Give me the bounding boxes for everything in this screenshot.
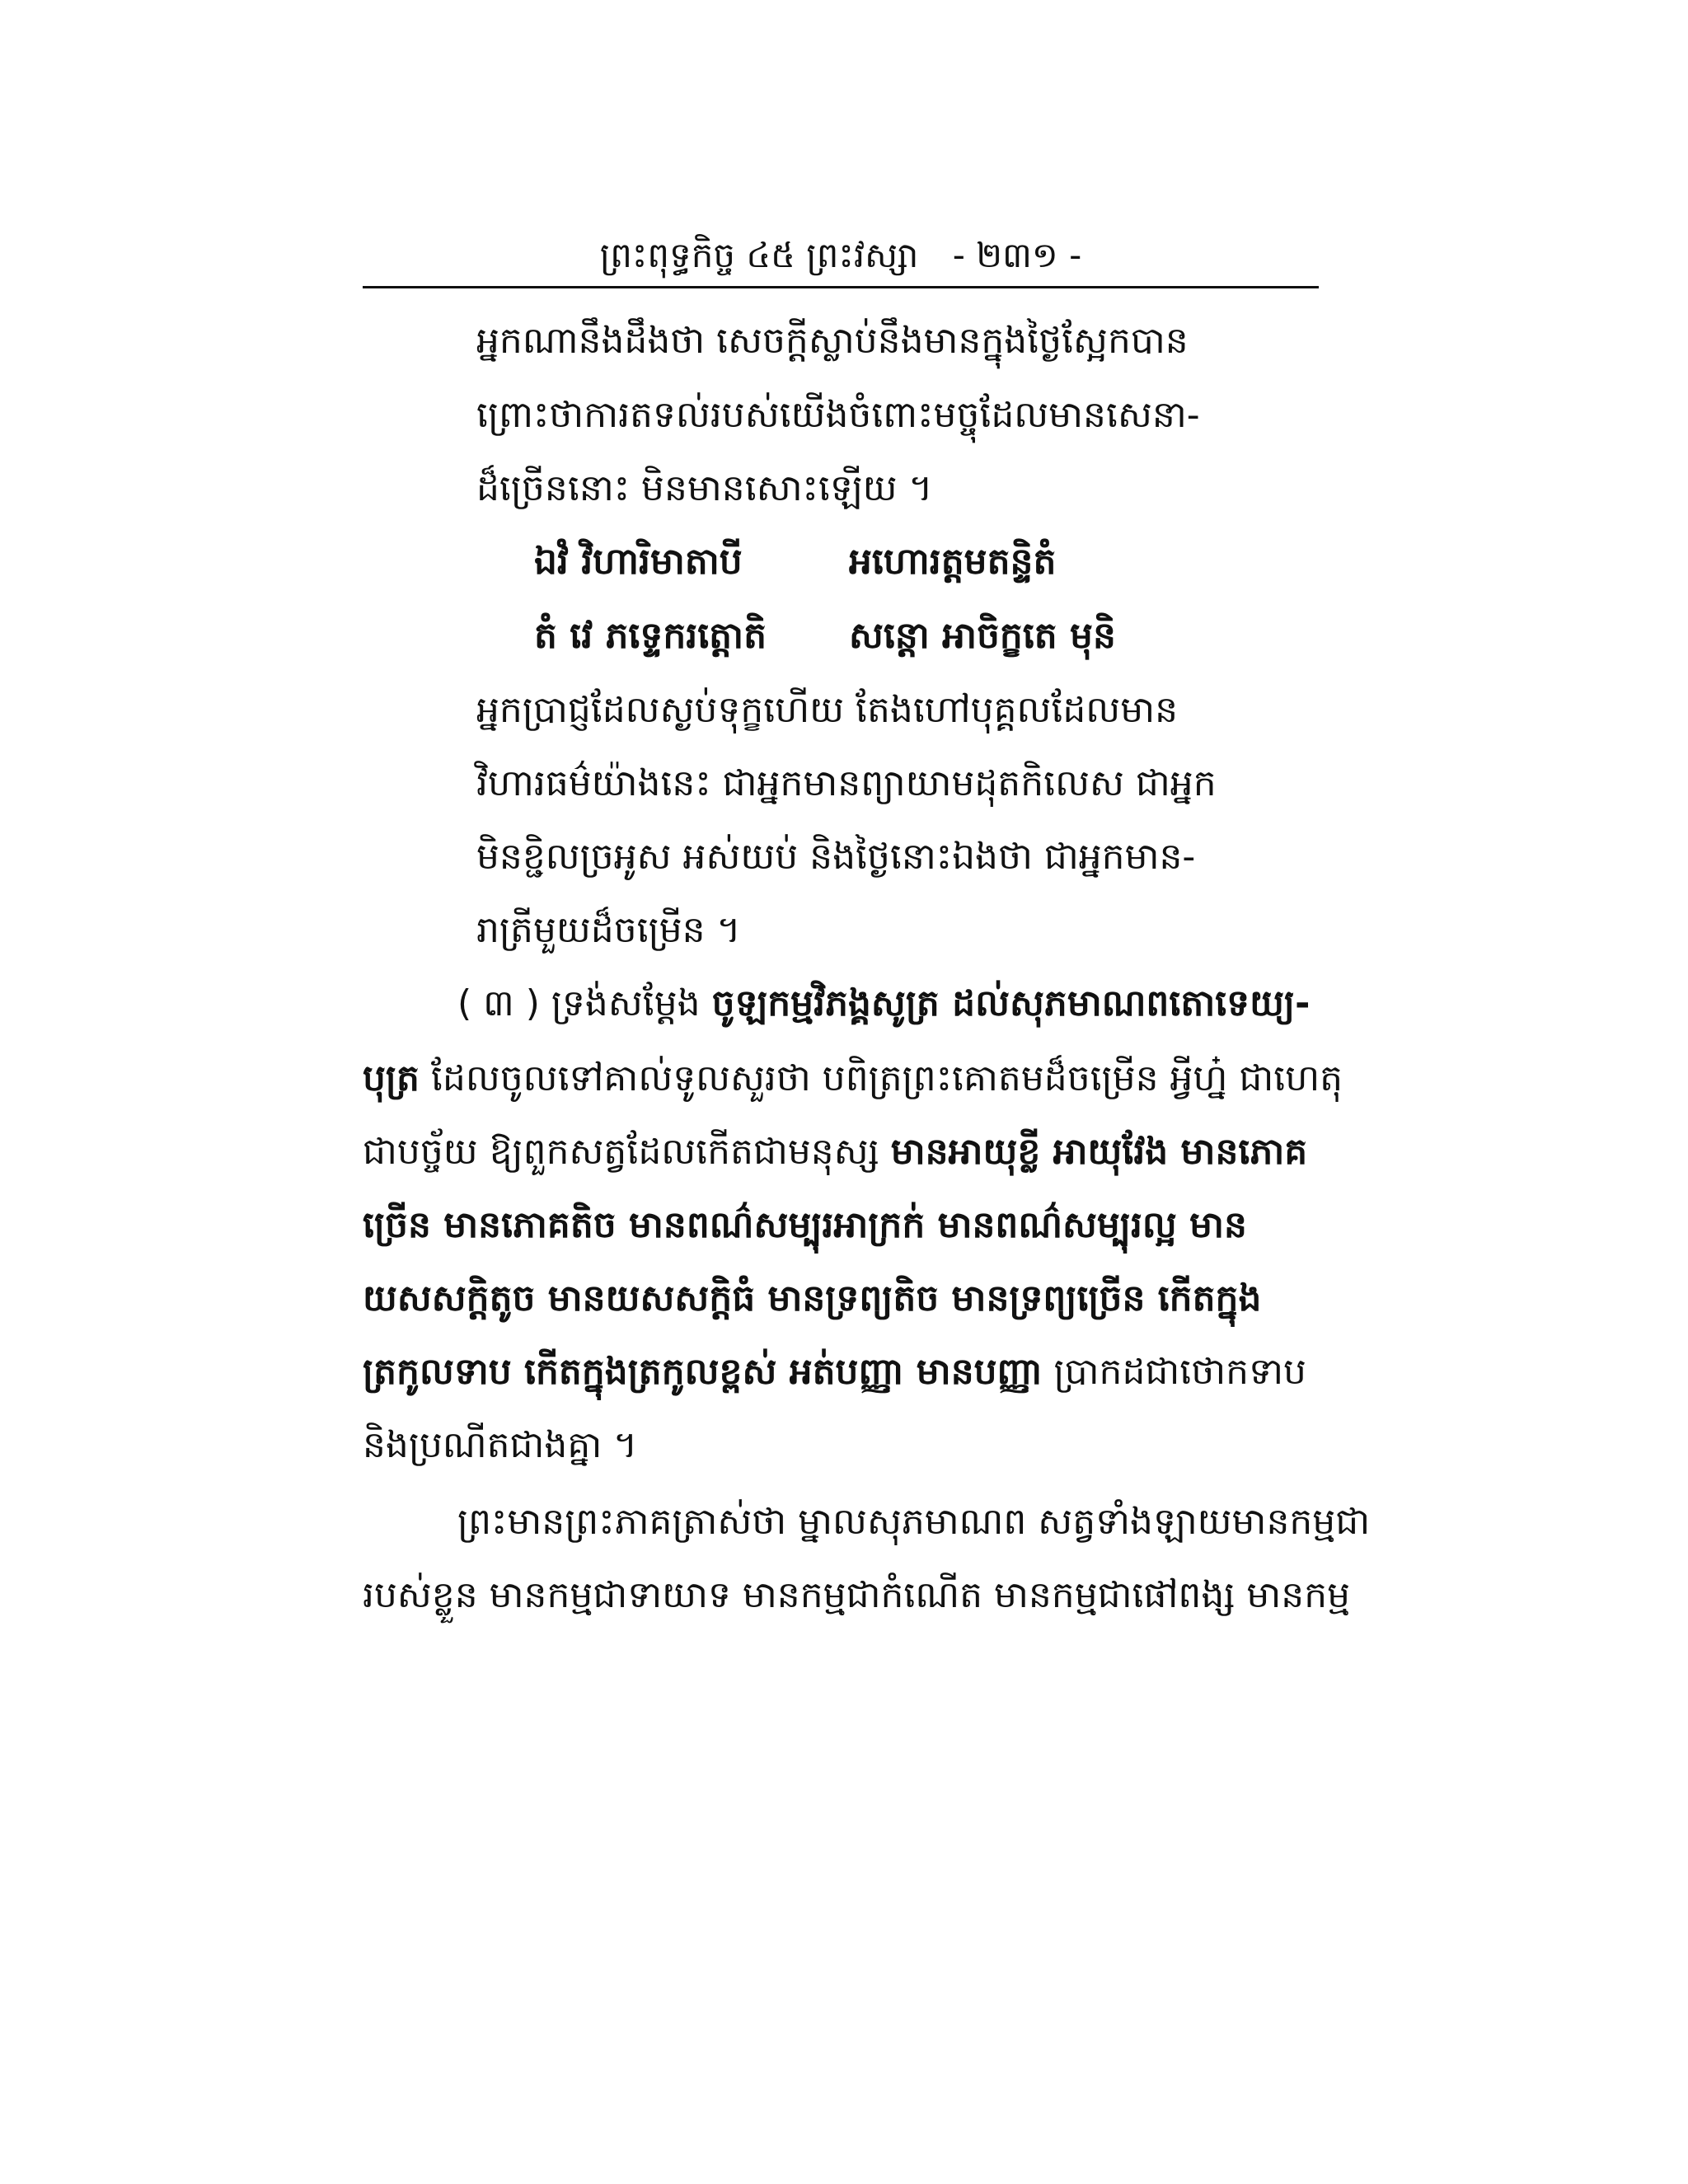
para4-line-2: របស់ខ្លួន មានកម្មជាទាយាទ មានកម្មជាកំណើត មានកម្មជាផៅពង្ស មានកម្ម (363, 1574, 1351, 1616)
header-rule (363, 286, 1319, 288)
para2-line-1: អ្នកប្រាជ្ញដែលស្ងប់ទុក្ខហើយ តែងហៅបុគ្គលដែលមាន (476, 689, 1179, 731)
verse-line-2b: សន្តោ អាចិក្ខតេ មុនិ (849, 615, 1116, 657)
para3-line-7: និងប្រណីតជាងគ្នា ។ (363, 1424, 638, 1466)
verse-line-1b: អហោរត្តមតន្ទិតំ (849, 541, 1057, 583)
running-header (363, 232, 1319, 279)
para4-line-1: ព្រះមានព្រះភាគត្រាស់ថា ម្នាលសុភមាណព សត្វទាំងឡាយមានកម្មជា (457, 1501, 1371, 1543)
verse-line-2a: តំ វេ ភទ្ទេករត្តោតិ (534, 615, 767, 657)
para2-line-3: មិនខ្ជិលច្រអូស អស់យប់ និងថ្ងៃនោះឯងថា ជាអ្នកមាន- (476, 836, 1196, 878)
para1-line-3: ដ៏ច្រើននោះ មិនមានសោះឡើយ ។ (476, 467, 933, 509)
para3-l1-text: ( ៣ ) ទ្រង់សម្តែង (457, 982, 712, 1024)
para3-l2-text: ដែលចូលទៅគាល់ទូលសួរថា បពិត្រព្រះគោតមដ៏ចម្រើន អ្វីហ្ន៎ ជាហេតុ (419, 1057, 1343, 1099)
para3-line-2 (363, 1054, 1343, 1104)
para3-line-3 (363, 1127, 1307, 1177)
para3-l6-text: ប្រាកដជាថោកទាប (1042, 1351, 1306, 1393)
verse-line-1a: ឯវំ វិហារិមាតាបី (534, 541, 743, 583)
para1-line-1: អ្នកណានឹងដឹងថា សេចក្តីស្លាប់នឹងមានក្នុងថ្ងៃស្អែកបាន (476, 320, 1189, 362)
para2-line-2: វិហារធម៌យ៉ាងនេះ ជាអ្នកមានព្យាយាមដុតកិលេស ជាអ្នក (476, 762, 1217, 804)
para3-line-6 (363, 1347, 1306, 1397)
header-book-title: ព្រះពុទ្ធកិច្ច ៤៥ ព្រះវស្សា (599, 235, 919, 275)
para3-l6-bold: ត្រកូលទាប កើតក្នុងត្រកូលខ្ពស់ អត់បញ្ញា មានបញ្ញា (363, 1351, 1043, 1393)
para3-line-5: យសសក្តិតូច មានយសសក្តិធំ មានទ្រព្យតិច មានទ្រព្យច្រើន កើតក្នុង (363, 1277, 1262, 1319)
para3-l3-bold: មានអាយុខ្លី អាយុវែង មានភោគ (890, 1131, 1308, 1173)
para3-line-1 (457, 979, 1310, 1029)
para1-line-2: ព្រោះថាការតទល់របស់យើងចំពោះមច្ចុដែលមានសេនា- (476, 394, 1200, 436)
sutta-title: ចូឡកម្មវិភង្គសូត្រ ដល់សុភមាណពតោទេយ្យ- (711, 982, 1311, 1024)
para3-l3-text: ជាបច្ច័យ ឱ្យពួកសត្វដែលកើតជាមនុស្ស (363, 1131, 891, 1173)
sutta-title-cont: បុត្រ (363, 1057, 420, 1099)
para3-line-4: ច្រើន មានភោគតិច មានពណ៌សម្បុរអាក្រក់ មានពណ៌សម្បុរល្អ មាន (363, 1204, 1247, 1246)
para2-line-4: រាត្រីមួយដ៏ចម្រើន ។ (476, 909, 741, 951)
header-page-number: - ២៣១ - (952, 235, 1082, 275)
